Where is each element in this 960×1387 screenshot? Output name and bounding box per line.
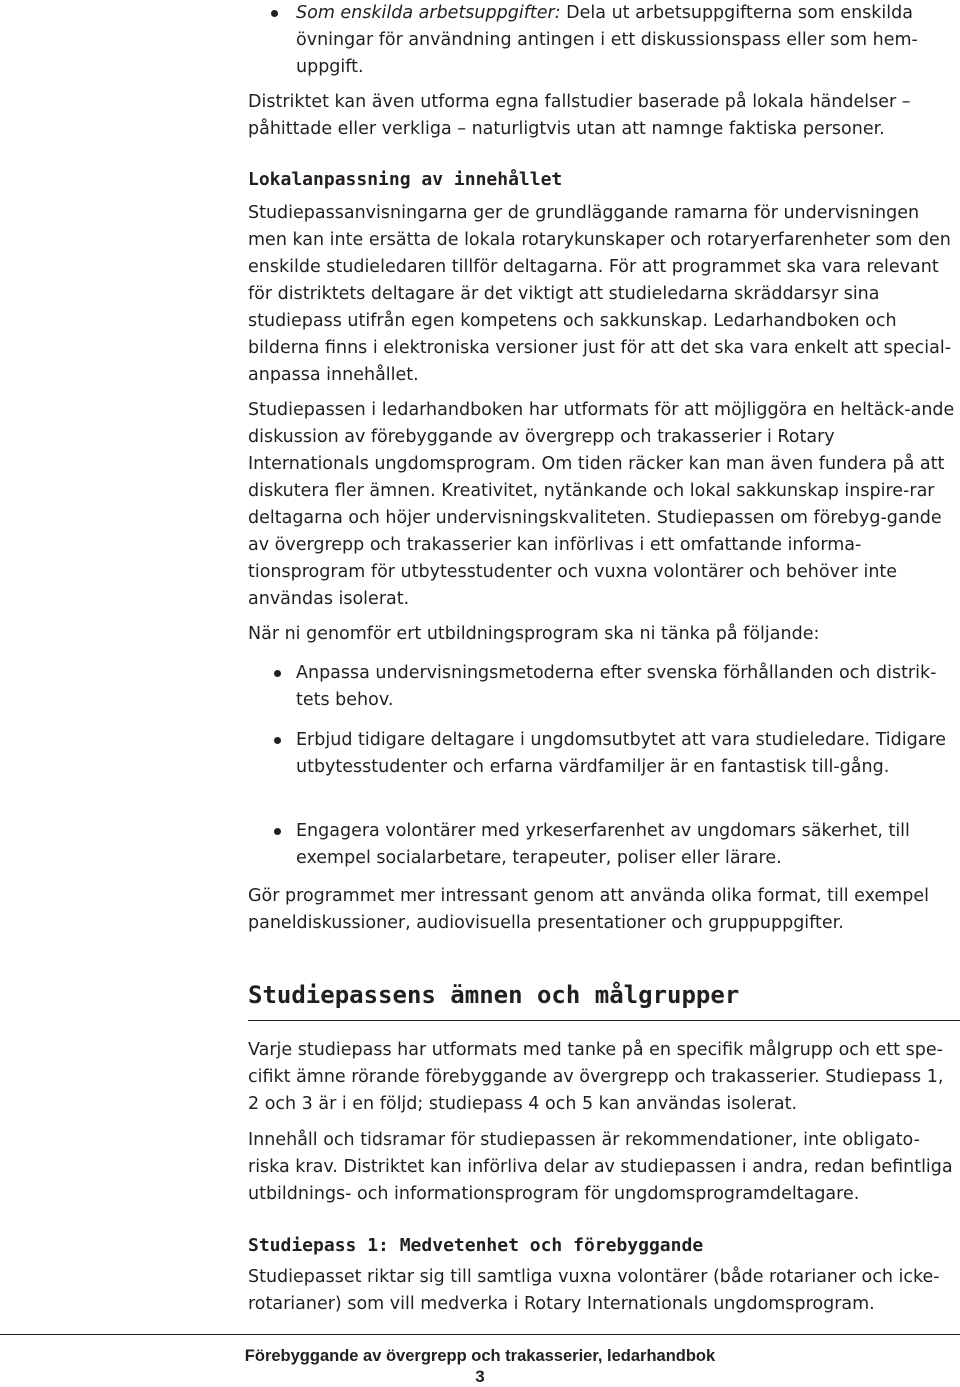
lokal-paragraph-1: Studiepassanvisningarna ger de grundläggande ramarna för undervisningen men kan inte ersätta de lokala rotarykunskaper och rotaryerfarenheter som den enskilde studieledaren tillför deltagarna. För att programmet ska vara relevant för distriktets deltagare är det viktigt att studieledarna skräddarsyr sina studiepass utifrån egen kompetens och sakkunskap. Ledarhandboken och bilderna finns i elektroniska versioner just för att det ska vara enkelt att special-anpassa innehållet.	[248, 203, 952, 385]
bullet-item	[248, 727, 960, 781]
pass1-paragraph: Studiepasset riktar sig till samtliga vuxna volontärer (både rotarianer och icke-rotarianer) som vill medverka i Rotary Internationals ungdomsprogram.	[248, 1267, 940, 1314]
heading-rule	[248, 1020, 960, 1021]
district-paragraph: Distriktet kan även utforma egna fallstudier baserade på lokala händelser – påhittade eller verkliga – naturligtvis utan att namnge faktiska personer.	[248, 92, 911, 139]
section-heading-amnen: Studiepassens ämnen och målgrupper	[248, 981, 740, 1009]
lokal-paragraph-2: Studiepassen i ledarhandboken har utformats för att möjliggöra en heltäck-ande diskussion av förebyggande av övergrepp och trakasserier i Rotary Internationals ungdomsprogram. Om tiden räcker kan man även fundera på att diskutera fler ämnen. Kreativitet, nytänkande och lokal sakkunskap inspire-rar deltagarna och höjer undervisningskvaliteten. Studiepassen om förebyg-gande av övergrepp och trakasserier kan införlivas i ett omfattande informa-tionsprogram för utbytesstudenter och vuxna volontärer och behöver inte användas isolerat.	[248, 400, 955, 609]
bullet-item	[248, 818, 960, 872]
page-number: 3	[475, 1367, 485, 1386]
bullet-dot	[274, 828, 281, 835]
amnen-paragraph-1: Varje studiepass har utformats med tanke på en specifik målgrupp och ett spe-cifikt ämne rörande förebyggande av övergrepp och trakasserier. Studiepass 1, 2 och 3 är i en följd; studiepass 4 och 5 kan användas isolerat.	[248, 1040, 944, 1114]
bullet-text: Engagera volontärer med yrkeserfarenhet av ungdomars säkerhet, till exempel socialarbetare, terapeuter, poliser eller lärare.	[296, 821, 910, 868]
bullet-label: Som enskilda arbetsuppgifter:	[296, 3, 561, 23]
section-heading-lokalanpassning: Lokalanpassning av innehållet	[248, 169, 563, 190]
bullet-item	[248, 660, 960, 714]
footer-rule	[0, 1334, 960, 1335]
bullet-body: Dela ut arbetsuppgifterna som enskilda övningar för användning antingen i ett diskussionspass eller som hem-uppgift.	[296, 3, 918, 77]
bullet-text	[296, 0, 960, 81]
section-heading-studiepass-1: Studiepass 1: Medvetenhet och förebyggande	[248, 1235, 704, 1256]
lokal-paragraph-4: Gör programmet mer intressant genom att använda olika format, till exempel paneldiskussioner, audiovisuella presentationer och gruppuppgifter.	[248, 886, 929, 933]
amnen-paragraph-2: Innehåll och tidsramar för studiepassen är rekommendationer, inte obligato-riska krav. Distriktet kan införliva delar av studiepassen i andra, redan befintliga utbildnings- och informationsprogram för ungdomsprogramdeltagare.	[248, 1130, 953, 1204]
lokal-paragraph-3: När ni genomför ert utbildningsprogram ska ni tänka på följande:	[248, 624, 820, 644]
bullet-item-enskilda	[248, 0, 960, 81]
footer-title: Förebyggande av övergrepp och trakasserier, ledarhandbok	[244, 1347, 716, 1365]
bullet-dot	[274, 737, 281, 744]
bullet-dot	[274, 670, 281, 677]
bullet-dot	[271, 10, 278, 17]
bullet-text: Erbjud tidigare deltagare i ungdomsutbytet att vara studieledare. Tidigare utbytesstudenter och erfarna värdfamiljer är en fantastisk till-gång.	[296, 730, 947, 777]
bullet-text: Anpassa undervisningsmetoderna efter svenska förhållanden och distrik-tets behov.	[296, 663, 937, 710]
